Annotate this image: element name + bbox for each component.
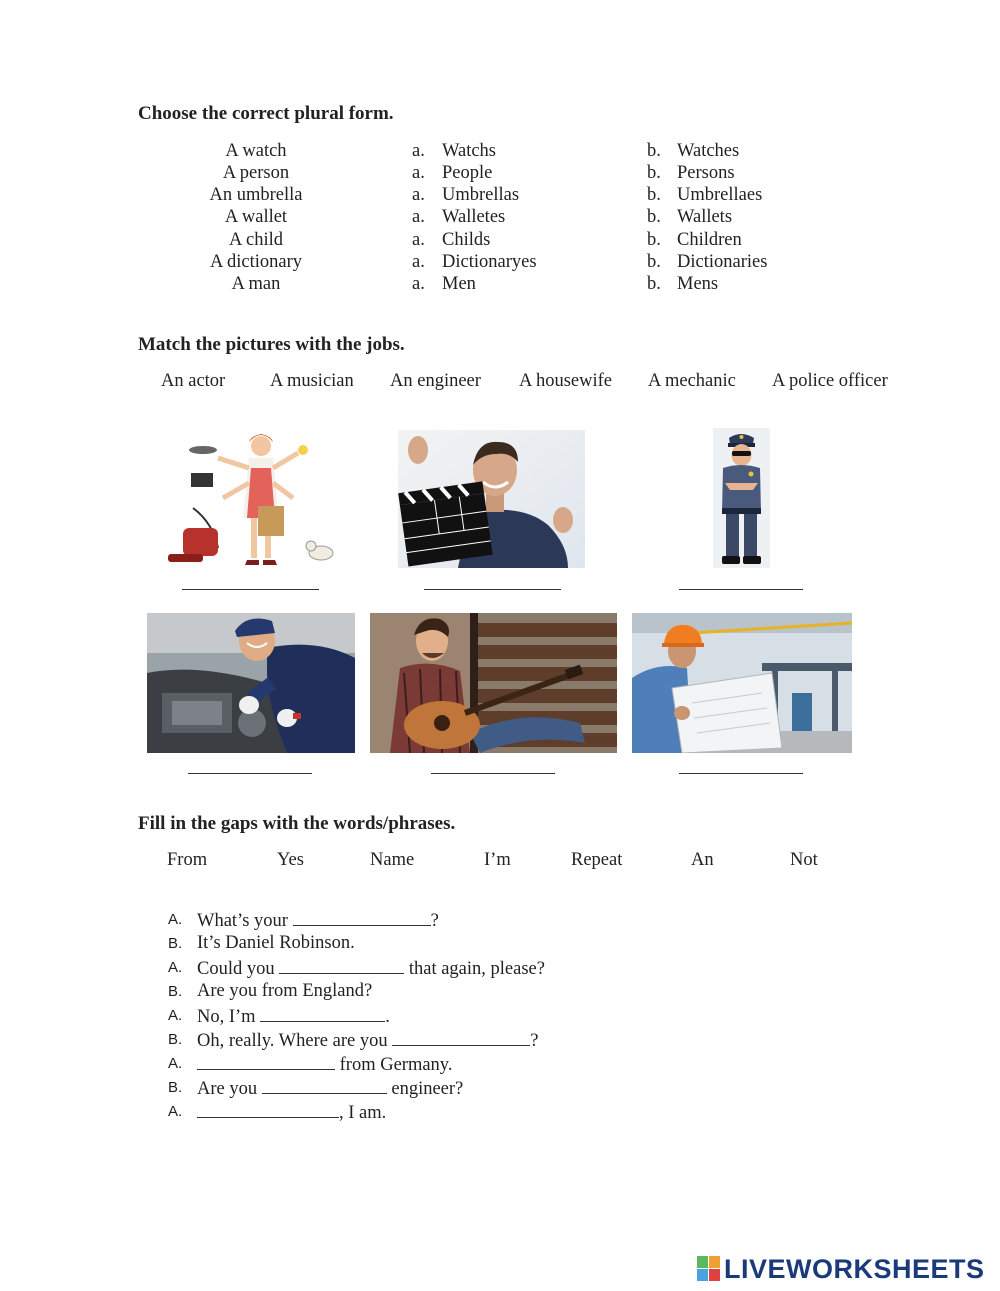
line-text: ? xyxy=(530,1031,539,1051)
plural-row xyxy=(0,207,1000,229)
gap-blank[interactable] xyxy=(293,909,431,926)
dialogue-line xyxy=(0,933,1000,955)
gap-blank[interactable] xyxy=(260,1005,385,1022)
bank-word[interactable]: I’m xyxy=(484,850,511,870)
gap-blank[interactable] xyxy=(197,1101,339,1118)
line-text: , I am. xyxy=(339,1103,387,1123)
plural-row xyxy=(0,185,1000,207)
singular-word: A wallet xyxy=(224,207,288,227)
line-text: . xyxy=(385,1007,390,1027)
answer-blank[interactable] xyxy=(182,588,319,590)
speaker-label: A. xyxy=(168,1055,183,1072)
line-text: Could you xyxy=(197,959,275,979)
option-a[interactable]: Walletes xyxy=(442,207,506,227)
singular-word: A person xyxy=(222,163,290,183)
plural-row xyxy=(0,230,1000,252)
answer-blank[interactable] xyxy=(424,588,561,590)
option-b-label: b. xyxy=(647,185,661,205)
option-a-label: a. xyxy=(412,274,425,294)
bank-word[interactable]: Repeat xyxy=(571,850,623,870)
option-a-label: a. xyxy=(412,252,425,272)
option-b[interactable]: Children xyxy=(677,230,742,250)
bank-word[interactable]: An xyxy=(691,850,714,870)
line-text: It’s Daniel Robinson. xyxy=(197,933,355,953)
dialogue-line xyxy=(0,1005,1000,1027)
line-text: What’s your xyxy=(197,911,288,931)
actor-picture xyxy=(398,430,585,568)
option-b[interactable]: Dictionaries xyxy=(677,252,768,272)
option-a[interactable]: Watchs xyxy=(442,141,496,161)
job-word[interactable]: An actor xyxy=(161,371,226,391)
speaker-label: A. xyxy=(168,1103,183,1120)
option-b-label: b. xyxy=(647,207,661,227)
bank-word[interactable]: Name xyxy=(370,850,415,870)
option-a[interactable]: Dictionaryes xyxy=(442,252,537,272)
job-word[interactable]: A police officer xyxy=(772,371,888,391)
option-a[interactable]: Childs xyxy=(442,230,491,250)
section2-heading: Match the pictures with the jobs. xyxy=(138,334,405,355)
option-a[interactable]: Umbrellas xyxy=(442,185,520,205)
bank-word[interactable]: Not xyxy=(790,850,818,870)
police-officer-picture xyxy=(713,428,770,568)
job-word[interactable]: A musician xyxy=(270,371,354,391)
speaker-label: B. xyxy=(168,935,183,952)
gap-blank[interactable] xyxy=(392,1029,530,1046)
dialogue-line xyxy=(0,981,1000,1003)
singular-word: A watch xyxy=(225,141,287,161)
plural-row xyxy=(0,141,1000,163)
singular-word: A dictionary xyxy=(210,252,302,272)
answer-blank[interactable] xyxy=(188,772,312,774)
option-b[interactable]: Watches xyxy=(677,141,740,161)
singular-word: A child xyxy=(229,230,283,250)
dialogue-line xyxy=(0,1053,1000,1075)
bank-word[interactable]: From xyxy=(167,850,208,870)
option-b-label: b. xyxy=(647,230,661,250)
housewife-picture xyxy=(163,428,338,568)
dialogue-line xyxy=(0,957,1000,979)
line-text: Are you from England? xyxy=(197,981,373,1001)
engineer-picture xyxy=(632,613,852,753)
speaker-label: A. xyxy=(168,911,183,928)
option-b[interactable]: Persons xyxy=(677,163,735,183)
option-b[interactable]: Mens xyxy=(677,274,719,294)
line-text: that again, please? xyxy=(408,959,545,979)
speaker-label: B. xyxy=(168,983,183,1000)
plural-row xyxy=(0,252,1000,274)
speaker-label: A. xyxy=(168,1007,183,1024)
gap-blank[interactable] xyxy=(262,1077,387,1094)
option-a[interactable]: People xyxy=(442,163,493,183)
liveworksheets-logo[interactable] xyxy=(697,1254,985,1284)
answer-blank[interactable] xyxy=(431,772,555,774)
answer-blank[interactable] xyxy=(679,772,803,774)
logo-text: LIVEWORKSHEETS xyxy=(724,1253,985,1284)
option-a[interactable]: Men xyxy=(442,274,476,294)
dialogue-line xyxy=(0,1077,1000,1099)
dialogue-line xyxy=(0,1101,1000,1123)
option-b-label: b. xyxy=(647,141,661,161)
option-a-label: a. xyxy=(412,230,425,250)
option-b[interactable]: Wallets xyxy=(677,207,733,227)
line-text: ? xyxy=(430,911,439,931)
dialogue-line xyxy=(0,909,1000,931)
dialogue-line xyxy=(0,1029,1000,1051)
job-word[interactable]: A housewife xyxy=(519,371,612,391)
option-a-label: a. xyxy=(412,207,425,227)
gap-blank[interactable] xyxy=(197,1053,335,1070)
gap-blank[interactable] xyxy=(279,957,404,974)
answer-blank[interactable] xyxy=(679,588,803,590)
line-text: from Germany. xyxy=(339,1055,453,1075)
option-a-label: a. xyxy=(412,163,425,183)
line-text: Are you xyxy=(197,1079,258,1099)
job-word[interactable]: An engineer xyxy=(390,371,481,391)
option-b-label: b. xyxy=(647,252,661,272)
option-a-label: a. xyxy=(412,185,425,205)
speaker-label: A. xyxy=(168,959,183,976)
option-a-label: a. xyxy=(412,141,425,161)
mechanic-picture xyxy=(147,613,355,753)
line-text: engineer? xyxy=(391,1079,464,1099)
plural-row xyxy=(0,274,1000,296)
liveworksheets-logo-icon xyxy=(697,1256,721,1282)
singular-word: A man xyxy=(231,274,281,294)
singular-word: An umbrella xyxy=(209,185,303,205)
option-b[interactable]: Umbrellaes xyxy=(677,185,763,205)
line-text: No, I’m xyxy=(197,1007,256,1027)
section1-heading: Choose the correct plural form. xyxy=(138,103,394,124)
musician-picture xyxy=(370,613,617,753)
bank-word[interactable]: Yes xyxy=(277,850,304,870)
line-text: Oh, really. Where are you xyxy=(197,1031,388,1051)
speaker-label: B. xyxy=(168,1079,183,1096)
plural-row xyxy=(0,163,1000,185)
section3-heading: Fill in the gaps with the words/phrases. xyxy=(138,813,456,834)
option-b-label: b. xyxy=(647,163,661,183)
speaker-label: B. xyxy=(168,1031,183,1048)
job-word[interactable]: A mechanic xyxy=(648,371,736,391)
option-b-label: b. xyxy=(647,274,661,294)
